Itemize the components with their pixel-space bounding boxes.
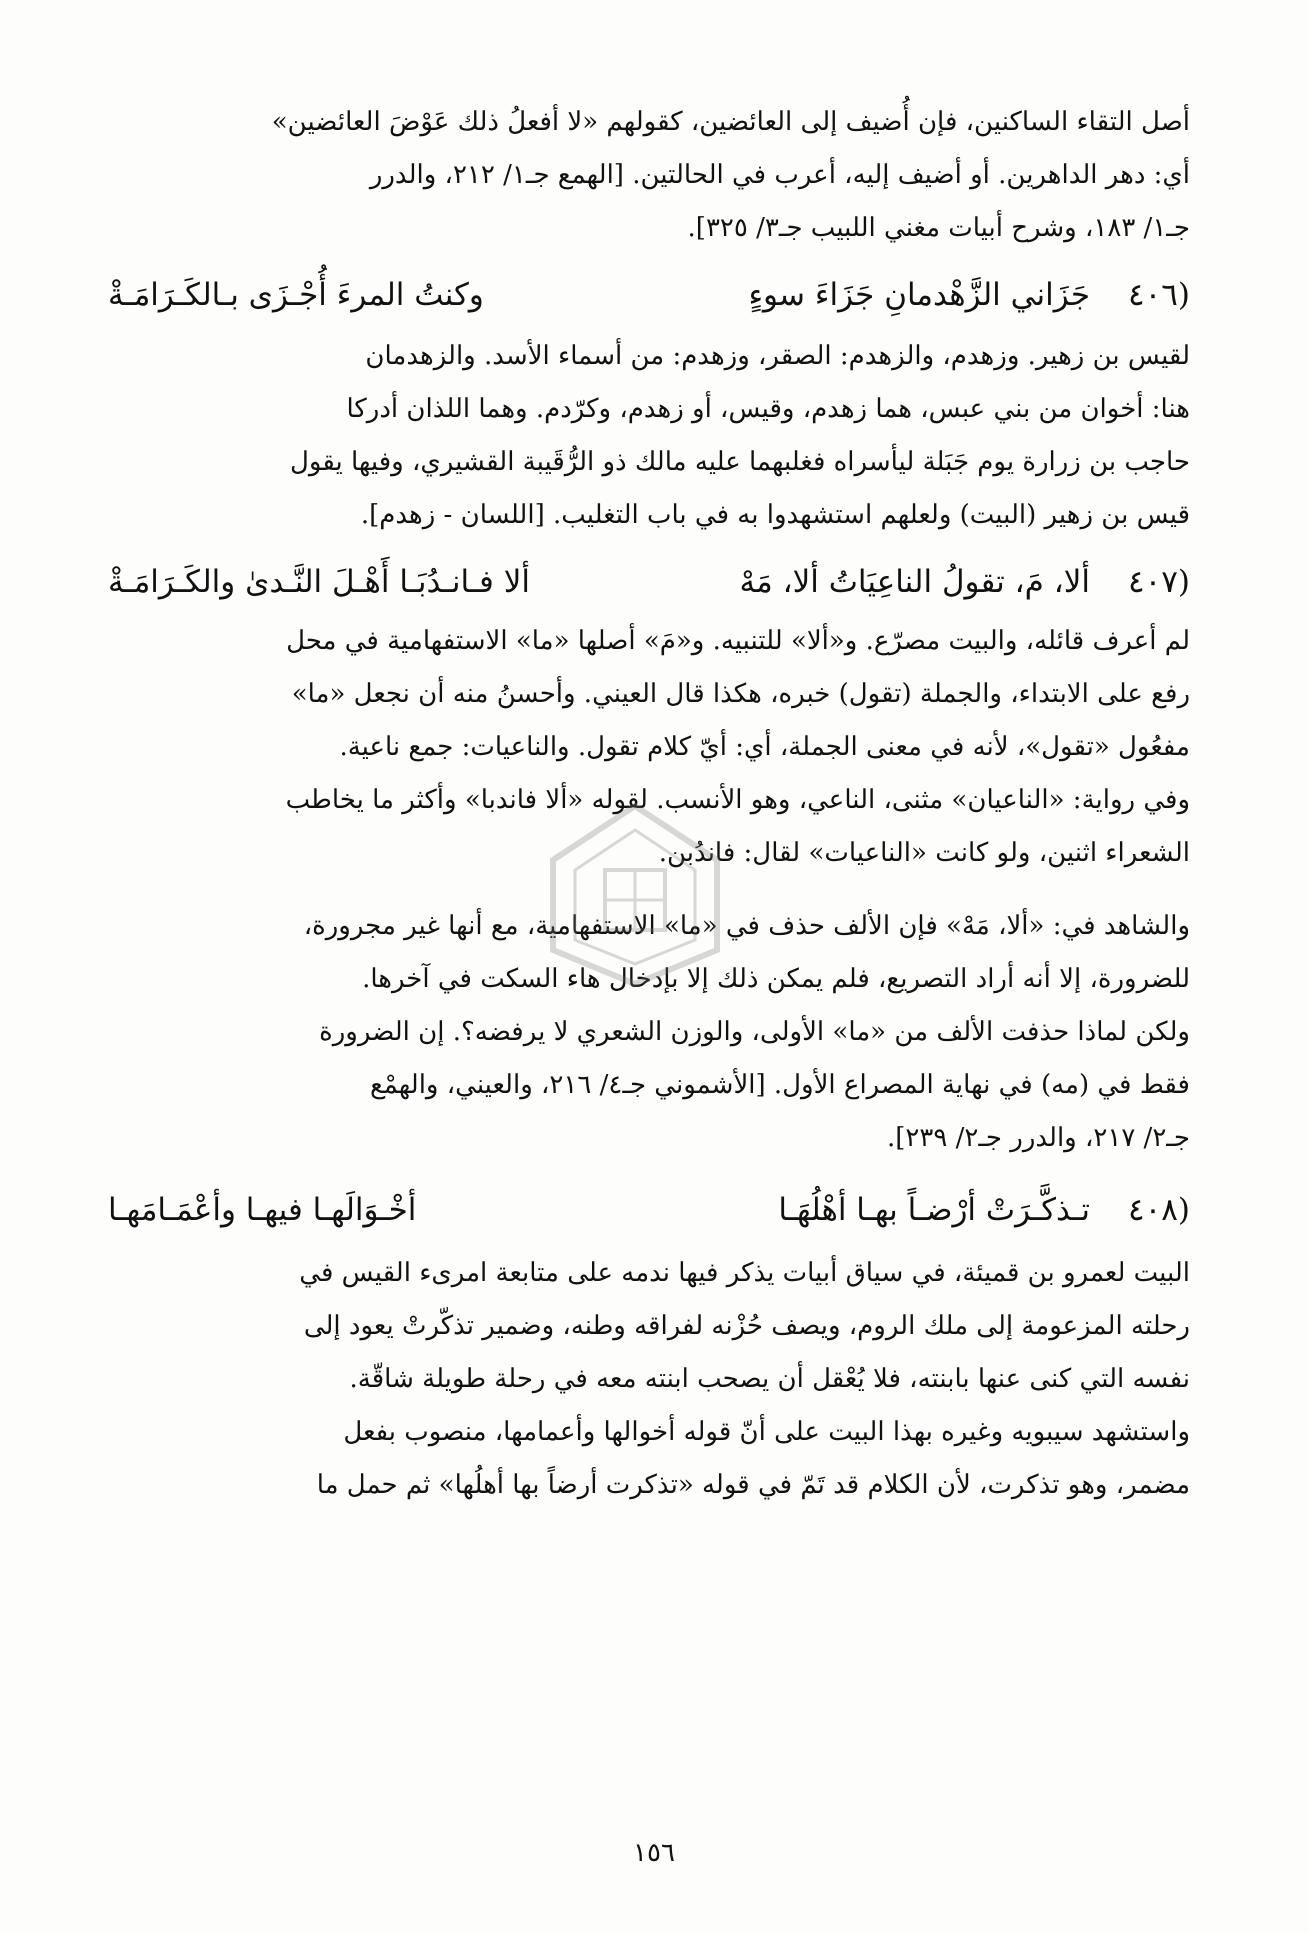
text-line: هنا: أخوان من بني عبس، هما زهدم، وقيس، أو زهدم، وكرّدم. وهما اللذان أدركا	[346, 394, 1190, 424]
text-line: أصل التقاء الساكنين، فإن أُضيف إلى العائضين، كقولهم «لا أفعلُ ذلك عَوْضَ العائضين»	[271, 107, 1190, 137]
paragraph-2	[108, 330, 1190, 542]
verse-407	[108, 552, 1190, 612]
text-line: رحلته المزعومة إلى ملك الروم، ويصف حُزْنه لفراقه وطنه، وضمير تذكّرتْ يعود إلى	[303, 1311, 1190, 1341]
verse-number: (٤٠٧	[1127, 564, 1190, 600]
text-line: مضمر، وهو تذكرت، لأن الكلام قد تَمّ في قوله «تذكرت أرضاً بها أهلُها» ثم حمل ما	[316, 1470, 1190, 1500]
text-line: رفع على الابتداء، والجملة (تقول) خبره، هكذا قال العيني. وأحسنُ منه أن نجعل «ما»	[291, 679, 1190, 709]
text-line: مفعُول «تقول»، لأنه في معنى الجملة، أي: أيّ كلام تقول. والناعيات: جمع ناعية.	[339, 732, 1190, 762]
verse-406	[108, 265, 1190, 325]
text-line: والشاهد في: «ألا، مَهْ» فإن الألف حذف في «ما» الاستفهامية، مع أنها غير مجرورة،	[303, 911, 1190, 941]
text-line: لم أعرف قائله، والبيت مصرّع. و«ألا» للتنبيه. و«مَ» أصلها «ما» الاستفهامية في محل	[286, 626, 1190, 656]
text-line: أي: دهر الداهرين. أو أضيف إليه، أعرب في الحالتين. [الهمع جـ١/ ٢١٢، والدرر	[369, 160, 1190, 190]
text-line: فقط في (مه) في نهاية المصراع الأول. [الأشموني جـ٤/ ٢١٦، والعيني، والهمْع	[369, 1070, 1190, 1100]
paragraph-5	[108, 1247, 1190, 1512]
text-line: واستشهد سيبويه وغيره بهذا البيت على أنّ قوله أخوالها وأعمامها، منصوب بفعل	[343, 1417, 1190, 1447]
text-line: البيت لعمرو بن قميئة، في سياق أبيات يذكر فيها ندمه على متابعة امرىء القيس في	[299, 1258, 1190, 1288]
verse-first-hemistich: ألا، مَ، تقولُ الناعِيَاتُ ألا، مَهْ	[739, 564, 1090, 600]
paragraph-1	[108, 96, 1190, 255]
text-line: حاجب بن زرارة يوم جَبَلة ليأسراه فغلبهما عليه مالك ذو الرُّقَيبة القشيري، وفيها يقول	[290, 447, 1190, 477]
text-line: قيس بن زهير (البيت) ولعلهم استشهدوا به في باب التغليب. [اللسان - زهدم].	[360, 500, 1190, 530]
verse-408	[108, 1180, 1190, 1240]
verse-second-hemistich: وكنتُ المرءَ أُجْـزَى بـالكَـرَامَـةْ	[108, 277, 484, 313]
text-line: جـ١/ ١٨٣، وشرح أبيات مغني اللبيب جـ٣/ ٣٢٥].	[687, 213, 1190, 243]
verse-first-hemistich: تـذكَّـرَتْ أرْضـاً بهـا أهْلُهَـا	[778, 1192, 1090, 1228]
verse-first-hemistich: جَزَاني الزَّهْدمانِ جَزَاءَ سوءٍ	[748, 277, 1090, 313]
library-seal-icon	[545, 800, 725, 990]
text-line: وفي رواية: «الناعيان» مثنى، الناعي، وهو الأنسب. لقوله «ألا فاندبا» وأكثر ما يخاطب	[285, 785, 1190, 815]
text-line: لقيس بن زهير. وزهدم، والزهدم: الصقر، وزهدم: من أسماء الأسد. والزهدمان	[365, 341, 1190, 371]
verse-second-hemistich: أخْـوَالَهـا فيهـا وأعْمَـامَهـا	[108, 1192, 417, 1228]
verse-second-hemistich: ألا فـانـدُبَـا أَهْـلَ النَّـدىٰ والكَـرَامَـةْ	[108, 564, 530, 600]
text-line: ولكن لماذا حذفت الألف من «ما» الأولى، والوزن الشعري لا يرفضه؟. إن الضرورة	[319, 1017, 1190, 1047]
text-line: للضرورة، إلا أنه أراد التصريع، فلم يمكن ذلك إلا بإدخال هاء السكت في آخرها.	[362, 964, 1190, 994]
page-number: ١٥٦	[633, 1838, 675, 1868]
verse-number: (٤٠٨	[1127, 1192, 1190, 1228]
verse-number: (٤٠٦	[1127, 277, 1190, 313]
text-line: جـ٢/ ٢١٧، والدرر جـ٢/ ٢٣٩].	[886, 1123, 1190, 1153]
text-line: الشعراء اثنين، ولو كانت «الناعيات» لقال: فاندُبن.	[658, 838, 1190, 868]
text-line: نفسه التي كنى عنها بابنته، فلا يُعْقل أن يصحب ابنته معه في رحلة طويلة شاقّة.	[349, 1364, 1190, 1394]
